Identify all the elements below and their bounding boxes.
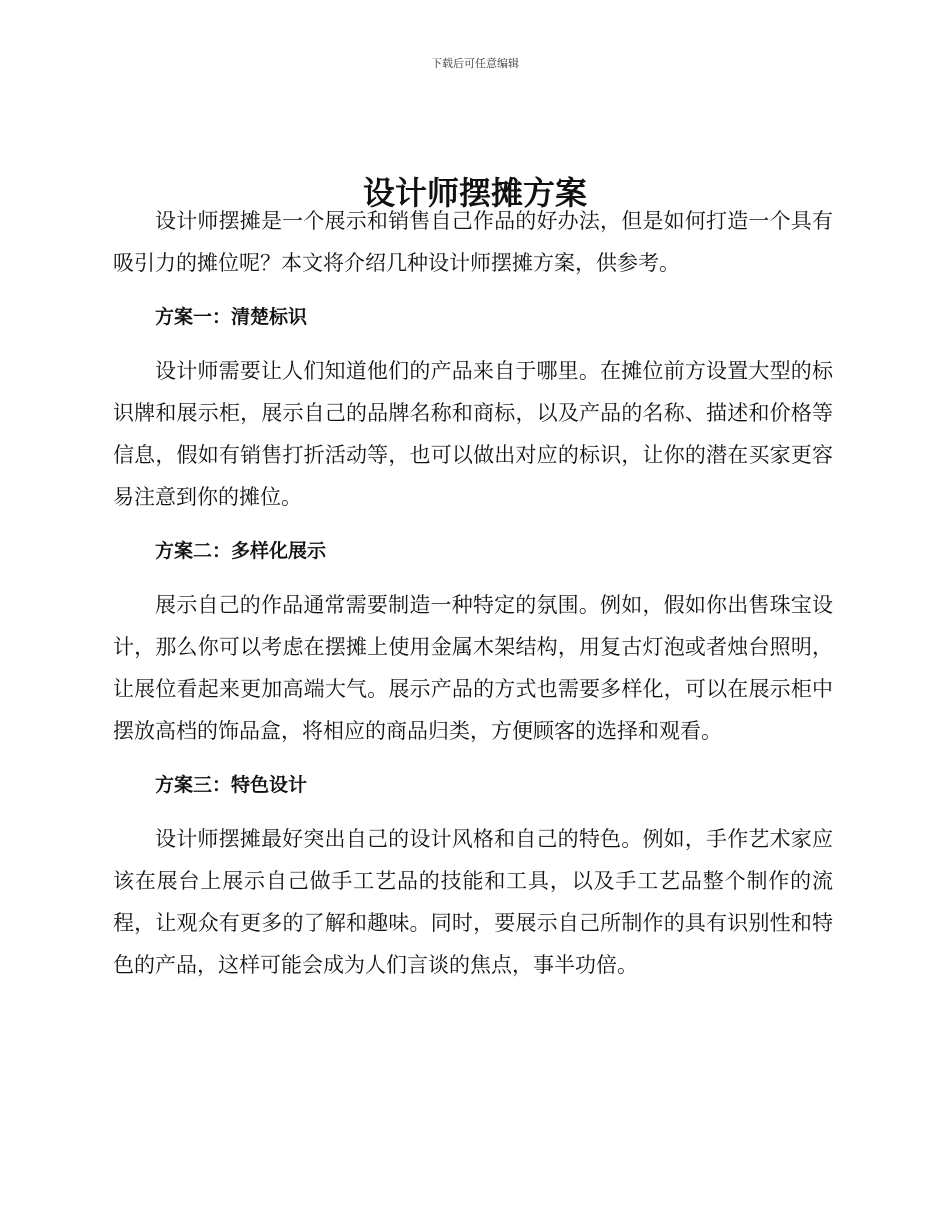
- section-body-3: 设计师摆摊最好突出自己的设计风格和自己的特色。例如，手作艺术家应该在展台上展示自己做手工艺品的技能和工具，以及手工艺品整个制作的流程，让观众有更多的了解和趣味。同时，要展示自己所制作的具有识别性和特色的产品，这样可能会成为人们言谈的焦点，事半功倍。: [113, 827, 833, 977]
- section-heading-3: 方案三：特色设计: [155, 774, 308, 796]
- document-body: [113, 200, 833, 986]
- section-heading-1: 方案一：清楚标识: [155, 306, 308, 328]
- section-heading-2: 方案二：多样化展示: [155, 540, 327, 562]
- section-body-2: 展示自己的作品通常需要制造一种特定的氛围。例如，假如你出售珠宝设计，那么你可以考虑在摆摊上使用金属木架结构，用复古灯泡或者烛台照明，让展位看起来更加高端大气。展示产品的方式也需要多样化，可以在展示柜中摆放高档的饰品盒，将相应的商品归类，方便顾客的选择和观看。: [113, 593, 833, 743]
- intro-paragraph: 设计师摆摊是一个展示和销售自己作品的好办法，但是如何打造一个具有吸引力的摊位呢？本文将介绍几种设计师摆摊方案，供参考。: [113, 209, 833, 275]
- page-title: 设计师摆摊方案: [362, 174, 587, 213]
- header-note: 下载后可任意编辑: [431, 57, 519, 70]
- section-body-1: 设计师需要让人们知道他们的产品来自于哪里。在摊位前方设置大型的标识牌和展示柜，展示自己的品牌名称和商标，以及产品的名称、描述和价格等信息，假如有销售打折活动等，也可以做出对应的标识，让你的潜在买家更容易注意到你的摊位。: [113, 359, 833, 509]
